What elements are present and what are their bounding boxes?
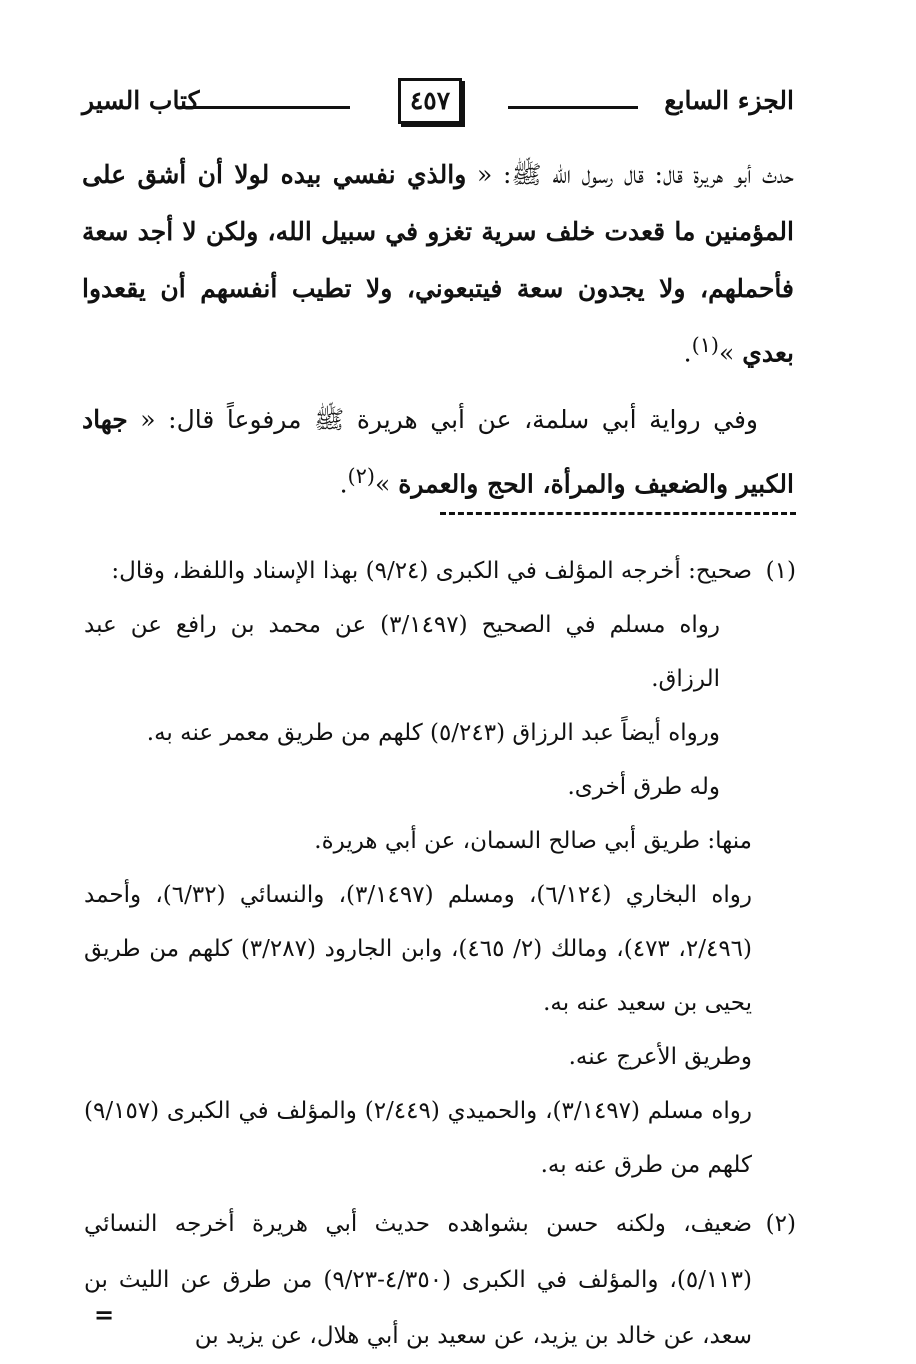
- footnote-line: وطريق الأعرج عنه.: [568, 1044, 752, 1070]
- footnote-text: ضعيف، ولكنه حسن بشواهده حديث أبي هريرة أخرجه النسائي (٥/١١٣)، والمؤلف في الكبرى (٤/٣٥٠-٩/٢٣) من طرق عن الليث بن سعد، عن خالد بن يزيد، عن سعيد بن أبي هلال، عن يزيد بن: [84, 1211, 752, 1349]
- quote-close: »: [719, 338, 743, 368]
- footnote-2: [84, 1196, 796, 1364]
- footnote-line: وله طرق أخرى.: [567, 774, 720, 800]
- footnote-ref-1: (١): [691, 333, 720, 357]
- footnotes: [84, 544, 796, 1364]
- quote-close: »: [375, 469, 399, 499]
- page-number: ٤٥٧: [409, 86, 451, 115]
- footnote-number: (٢): [765, 1211, 796, 1237]
- footnote-1: [84, 544, 796, 1192]
- period: .: [339, 469, 348, 499]
- page-number-box: [398, 78, 462, 124]
- footnote-line: ورواه أيضاً عبد الرزاق (٥/٢٤٣) كلهم من طريق معمر عنه به.: [146, 720, 720, 746]
- footnote-line: صحيح: أخرجه المؤلف في الكبرى (٩/٢٤) بهذا الإسناد واللفظ، وقال:: [111, 558, 752, 584]
- header-rule-left: [180, 106, 350, 109]
- hadith-intro: حدث أبو هريرة قال: قال رسول الله ﷺ: «: [466, 160, 794, 189]
- footnote-line: رواه مسلم في الصحيح (٣/١٤٩٧) عن محمد بن رافع عن عبد الرزاق.: [84, 612, 721, 692]
- chapter-title: كتاب السير: [82, 86, 200, 115]
- hadith-text: والذي نفسي بيده لولا أن أشق على المؤمنين ما قعدت خلف سرية تغزو في سبيل الله، ولكن لا أجد سعة فأحملهم، ولا يجدون سعة فيتبعوني، ولا تطيب أنفسهم أن يقعدوا بعدي: [82, 160, 794, 368]
- footnote-separator: [440, 512, 796, 515]
- footnote-ref-2: (٢): [347, 464, 375, 489]
- paragraph-hadith-2: [82, 391, 794, 512]
- running-header: [70, 72, 794, 136]
- main-text: [82, 146, 794, 513]
- paragraph-hadith-1: [82, 146, 794, 381]
- period: .: [683, 338, 692, 368]
- footnote-line: رواه مسلم (٣/١٤٩٧)، والحميدي (٢/٤٤٩) والمؤلف في الكبرى (٩/١٥٧) كلهم من طرق عنه به.: [84, 1098, 752, 1178]
- volume-title: الجزء السابع: [664, 86, 794, 115]
- hadith-intro: وفي رواية أبي سلمة، عن أبي هريرة ﷺ مرفوعاً قال: «: [127, 405, 758, 435]
- header-rule-right: [508, 106, 638, 109]
- footnote-line: رواه البخاري (٦/١٢٤)، ومسلم (٣/١٤٩٧)، والنسائي (٦/٣٢)، وأحمد (٢/٤٩٦، ٤٧٣)، ومالك (٢/ ٤٦٥)، وابن الجارود (٣/٢٨٧) كلهم من طريق يحيى بن سعيد عنه به.: [84, 882, 753, 1016]
- hadith-text: جهاد الكبير والضعيف والمرأة، الحج والعمرة: [82, 405, 794, 499]
- footnote-number: (١): [765, 558, 796, 584]
- footnote-line: منها: طريق أبي صالح السمان، عن أبي هريرة.: [314, 828, 752, 854]
- continuation-mark: =: [94, 1300, 115, 1329]
